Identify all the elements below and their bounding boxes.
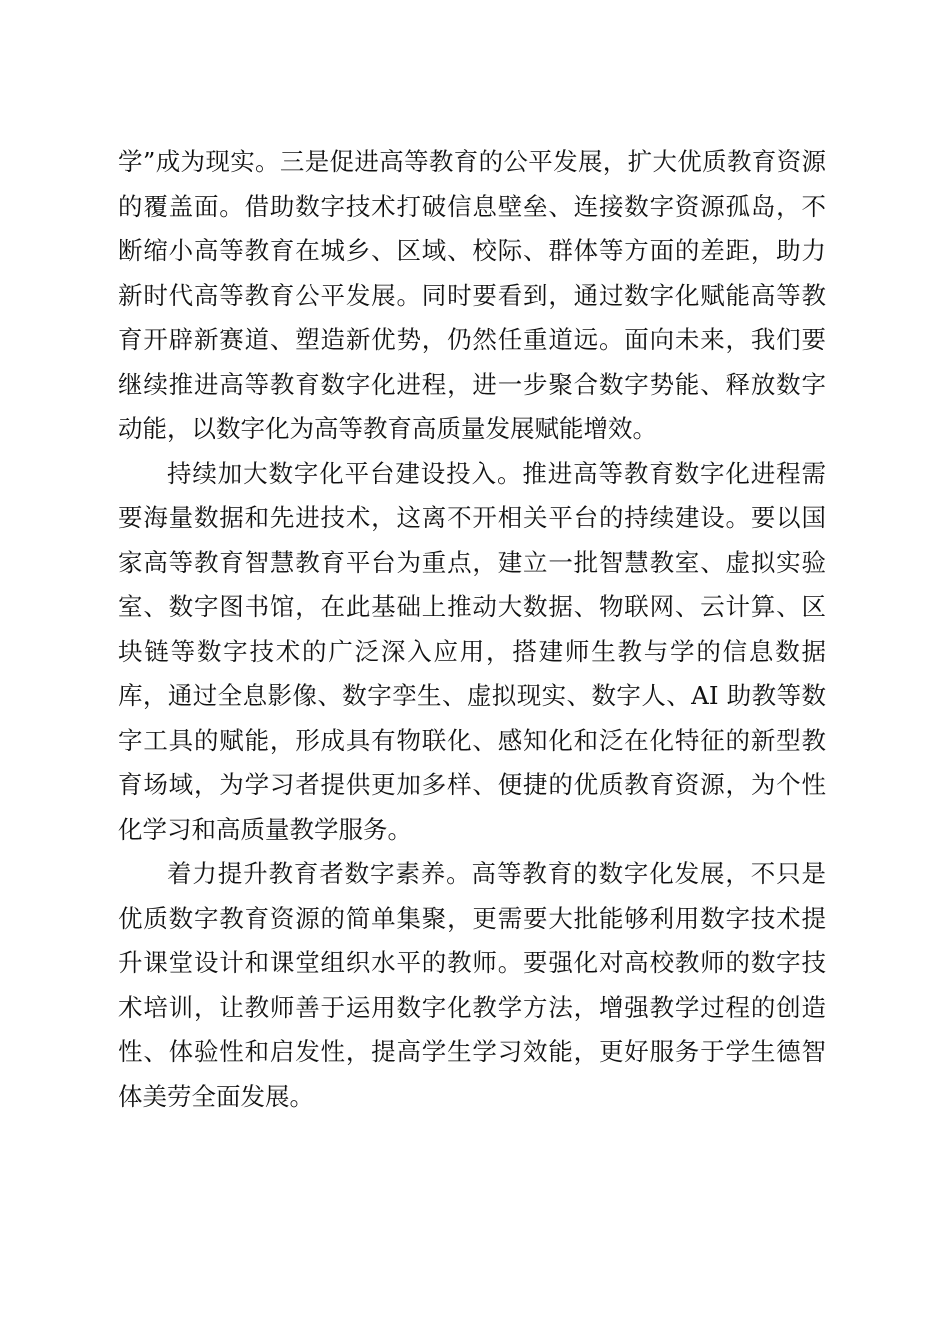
paragraph-educator-literacy: 着力提升教育者数字素养。高等教育的数字化发展，不只是优质数字教育资源的简单集聚，更需要大批能够利用数字技术提升课堂设计和课堂组织水平的教师。要强化对高校教师的数字技术培训，让教师善于运用数字化教学方法，增强教学过程的创造性、体验性和启发性，提高学生学习效能，更好服务于学生德智体美劳全面发展。	[118, 859, 826, 1111]
paragraph-platform-construction: 持续加大数字化平台建设投入。推进高等教育数字化进程需要海量数据和先进技术，这离不开相关平台的持续建设。要以国家高等教育智慧教育平台为重点，建立一批智慧教室、虚拟实验室、数字图书馆，在此基础上推动大数据、物联网、云计算、区块链等数字技术的广泛深入应用，搭建师生教与学的信息数据库，通过全息影像、数字孪生、虚拟现实、数字人、AI 助教等数字工具的赋能，形成具有物联化、感知化和泛在化特征的新型教育场域，为学习者提供更加多样、便捷的优质教育资源，为个性化学习和高质量教学服务。	[118, 458, 826, 844]
paragraph-continuation: 学”成为现实。三是促进高等教育的公平发展，扩大优质教育资源的覆盖面。借助数字技术打破信息壁垒、连接数字资源孤岛，不断缩小高等教育在城乡、区域、校际、群体等方面的差距，助力新时代高等教育公平发展。同时要看到，通过数字化赋能高等教育开辟新赛道、塑造新优势，仍然任重道远。面向未来，我们要继续推进高等教育数字化进程，进一步聚合数字势能、释放数字动能，以数字化为高等教育高质量发展赋能增效。	[118, 147, 826, 443]
document-body	[118, 140, 826, 1119]
